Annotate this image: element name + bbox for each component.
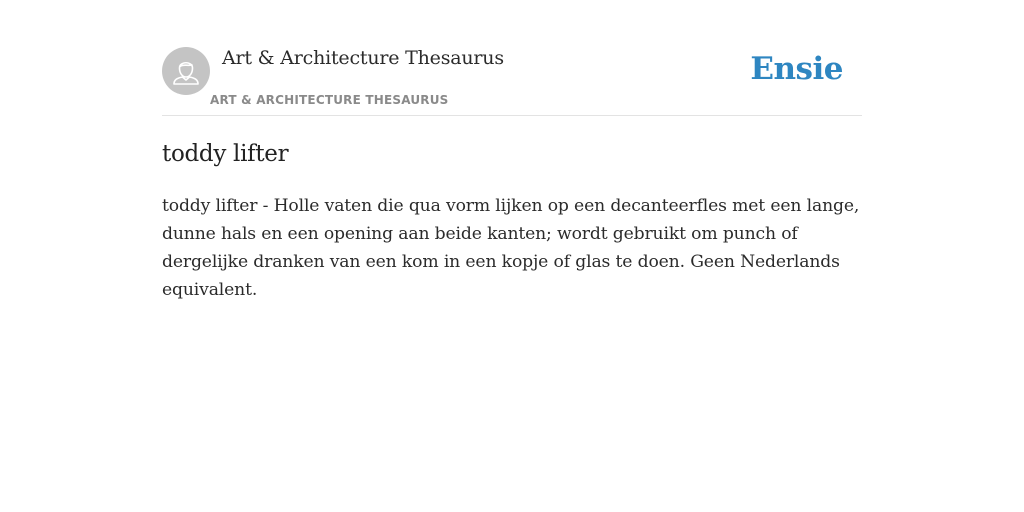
term-title: toddy lifter	[162, 141, 289, 167]
user-silhouette-icon	[162, 47, 210, 95]
page-container	[162, 0, 862, 300]
source-label[interactable]: ART & ARCHITECTURE THESAURUS	[210, 93, 449, 107]
author-name[interactable]: Art & Architecture Thesaurus	[222, 47, 504, 69]
avatar[interactable]	[162, 47, 210, 95]
brand-logo[interactable]: Ensie	[750, 51, 843, 87]
term-definition: toddy lifter - Holle vaten die qua vorm lijken op een decanteerfles met een lange, dunne hals en een opening aan beide kanten; wordt gebruikt om punch of dergelijke dranken van een kom in een kopje of glas te doen. Geen Nederlands equivalent.	[162, 196, 860, 300]
entry-header	[162, 0, 862, 116]
